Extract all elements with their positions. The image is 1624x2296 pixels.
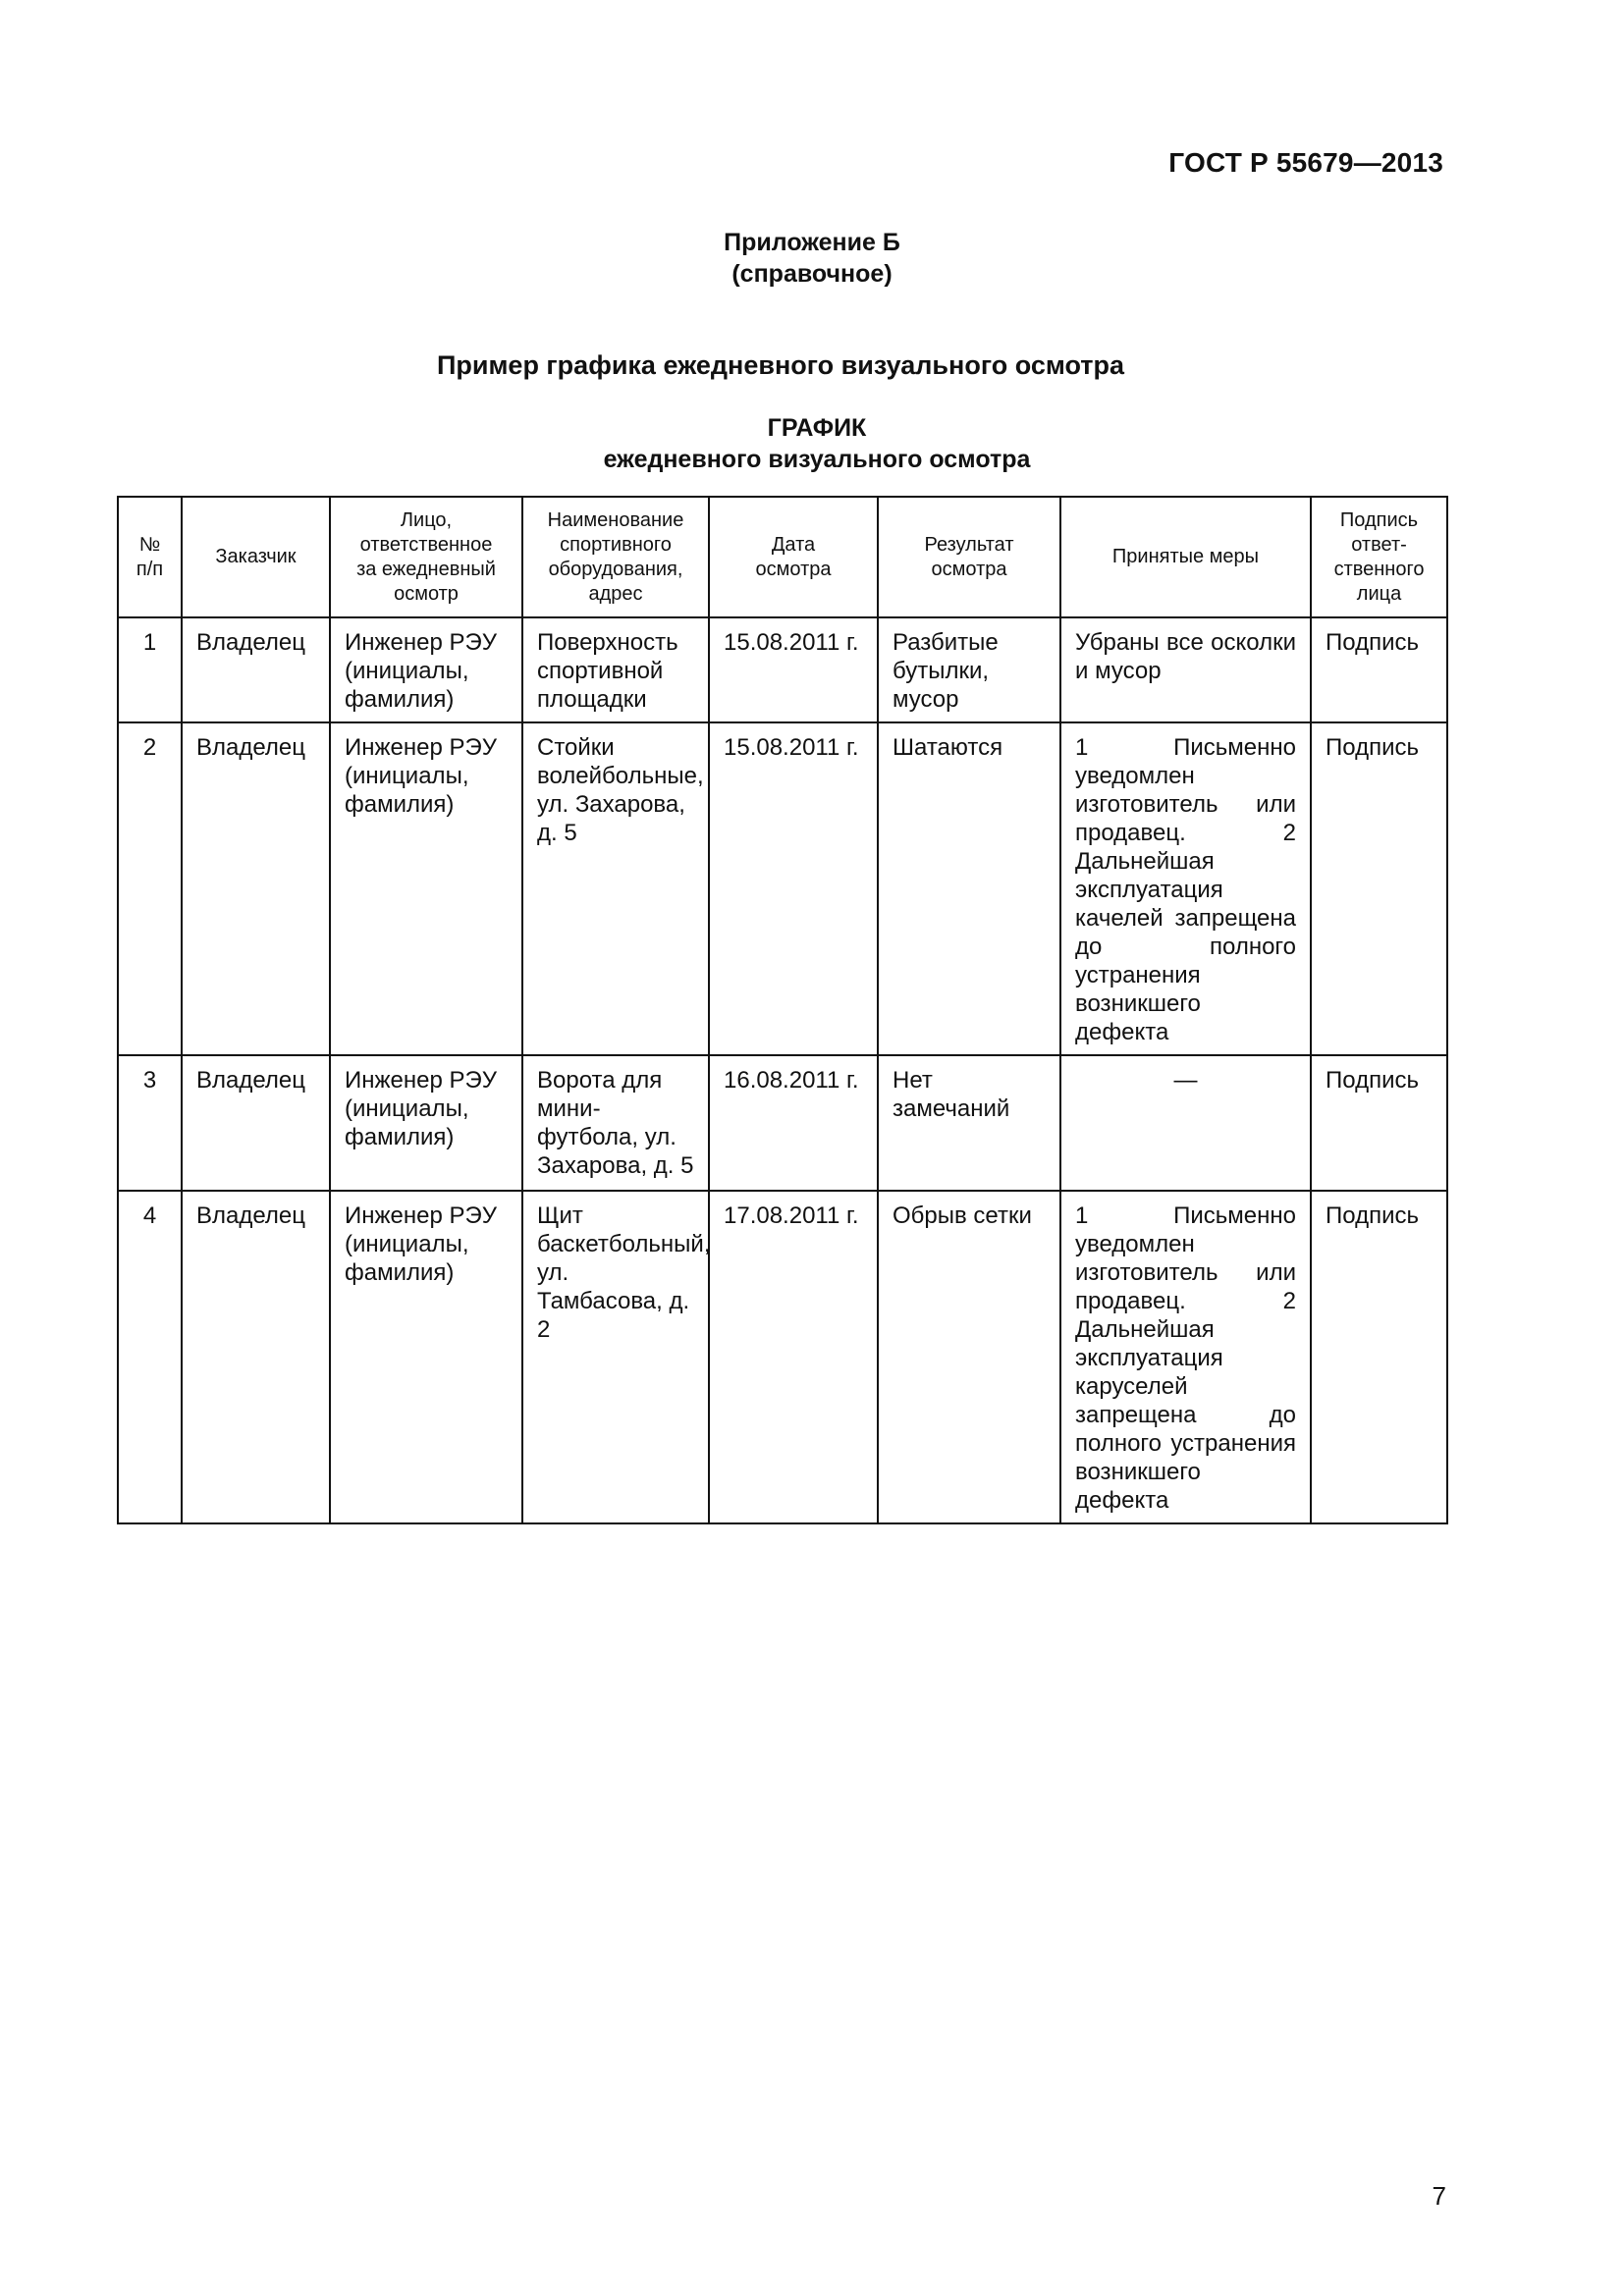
header-responsible: Лицо, ответственное за ежедневный осмотр bbox=[330, 497, 522, 617]
cell-customer: Владелец bbox=[182, 1055, 330, 1191]
cell-num: 3 bbox=[118, 1055, 182, 1191]
cell-measures: 1 Письменно уведомлен изготовитель или продавец. 2 Дальнейшая эксплуатация каруселей запрещена до полного устранения возникшего дефекта bbox=[1060, 1191, 1311, 1523]
cell-measures: — bbox=[1060, 1055, 1311, 1191]
table-header-row bbox=[118, 497, 1447, 617]
appendix-subtitle: (справочное) bbox=[731, 260, 893, 288]
cell-signature: Подпись bbox=[1311, 1191, 1447, 1523]
cell-signature: Подпись bbox=[1311, 1055, 1447, 1191]
table-row bbox=[118, 722, 1447, 1055]
cell-responsible: Инженер РЭУ (инициалы, фамилия) bbox=[330, 1055, 522, 1191]
cell-measures: Убраны все осколки и мусор bbox=[1060, 617, 1311, 722]
standard-code: ГОСТ Р 55679—2013 bbox=[1168, 147, 1443, 178]
cell-responsible: Инженер РЭУ (инициалы, фамилия) bbox=[330, 1191, 522, 1523]
cell-date: 15.08.2011 г. bbox=[709, 722, 878, 1055]
cell-customer: Владелец bbox=[182, 722, 330, 1055]
header-customer: Заказчик bbox=[182, 497, 330, 617]
cell-equipment: Стойки волейбольные, ул. Захарова, д. 5 bbox=[522, 722, 709, 1055]
page-number: 7 bbox=[1432, 2181, 1446, 2211]
cell-responsible: Инженер РЭУ (инициалы, фамилия) bbox=[330, 722, 522, 1055]
cell-equipment: Щит баскетбольный, ул. Тамбасова, д. 2 bbox=[522, 1191, 709, 1523]
cell-num: 1 bbox=[118, 617, 182, 722]
header-signature: Подпись ответ- ственного лица bbox=[1311, 497, 1447, 617]
section-title: Пример графика ежедневного визуального осмотра bbox=[436, 350, 1125, 380]
inspection-schedule-table bbox=[117, 496, 1448, 1524]
cell-measures: 1 Письменно уведомлен изготовитель или продавец. 2 Дальнейшая эксплуатация качелей запрещена до полного устранения возникшего дефекта bbox=[1060, 722, 1311, 1055]
cell-equipment: Поверхность спортивной площадки bbox=[522, 617, 709, 722]
cell-date: 16.08.2011 г. bbox=[709, 1055, 878, 1191]
cell-date: 15.08.2011 г. bbox=[709, 617, 878, 722]
cell-responsible: Инженер РЭУ (инициалы, фамилия) bbox=[330, 617, 522, 722]
cell-num: 2 bbox=[118, 722, 182, 1055]
cell-result: Обрыв сетки bbox=[878, 1191, 1060, 1523]
cell-result: Шатаются bbox=[878, 722, 1060, 1055]
table-subtitle: ежедневного визуального осмотра bbox=[603, 446, 1031, 473]
cell-customer: Владелец bbox=[182, 617, 330, 722]
header-num: № п/п bbox=[118, 497, 182, 617]
cell-date: 17.08.2011 г. bbox=[709, 1191, 878, 1523]
table-row bbox=[118, 1191, 1447, 1523]
header-measures: Принятые меры bbox=[1060, 497, 1311, 617]
table-row bbox=[118, 617, 1447, 722]
cell-result: Разбитые бутылки, мусор bbox=[878, 617, 1060, 722]
cell-equipment: Ворота для мини-футбола, ул. Захарова, д. 5 bbox=[522, 1055, 709, 1191]
header-result: Результат осмотра bbox=[878, 497, 1060, 617]
cell-signature: Подпись bbox=[1311, 617, 1447, 722]
table-row bbox=[118, 1055, 1447, 1191]
appendix-title: Приложение Б bbox=[724, 229, 900, 256]
cell-num: 4 bbox=[118, 1191, 182, 1523]
header-date: Дата осмотра bbox=[709, 497, 878, 617]
cell-signature: Подпись bbox=[1311, 722, 1447, 1055]
cell-customer: Владелец bbox=[182, 1191, 330, 1523]
header-equipment: Наименование спортивного оборудования, адрес bbox=[522, 497, 709, 617]
table-title: ГРАФИК bbox=[767, 414, 867, 442]
cell-result: Нет замечаний bbox=[878, 1055, 1060, 1191]
